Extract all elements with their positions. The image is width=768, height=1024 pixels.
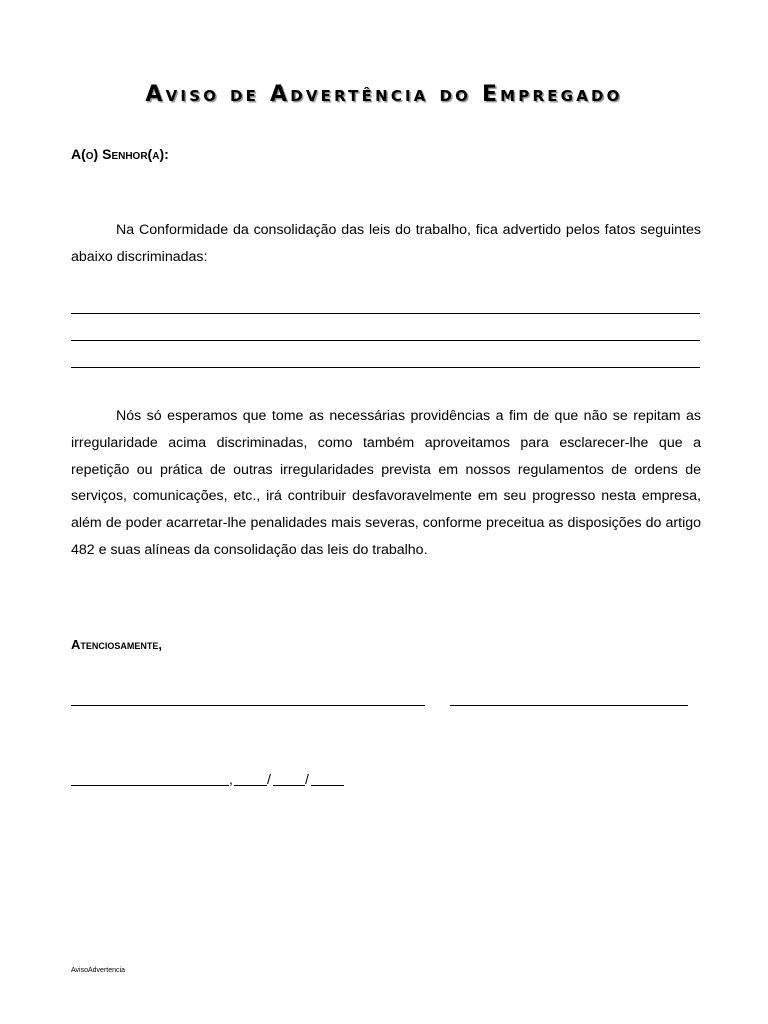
- footer-filename: AvisoAdvertencia: [71, 967, 125, 974]
- salutation: A(o) Senhor(a):: [71, 146, 169, 162]
- employer-signature-line[interactable]: [71, 705, 425, 706]
- place-fill-line[interactable]: [71, 785, 229, 786]
- intro-paragraph: Na Conformidade da consolidação das leis do trabalho, fica advertido pelos fatos seguintes abaixo discriminadas:: [71, 222, 701, 265]
- day-fill-line[interactable]: [234, 785, 267, 786]
- blank-fill-line-2[interactable]: [71, 340, 700, 341]
- date-slash-2: /: [305, 771, 309, 787]
- date-slash-1: /: [267, 771, 271, 787]
- employee-signature-line[interactable]: [450, 705, 688, 706]
- date-comma: ,: [229, 771, 233, 787]
- warning-paragraph: Nós só esperamos que tome as necessárias providências a fim de que não se repitam as irregularidade acima discriminadas, como também aproveitamos para esclarecer-lhe que a repetição ou prática de outras irregularidades prevista em nossos regulamentos de ordens de serviços, comunicações, etc., irá contribuir desfavoravelmente em seu progresso nesta empresa, além de poder acarretar-lhe penalidades mais severas, conforme preceitua as disposições do artigo 482 e suas alíneas da consolidação das leis do trabalho.: [71, 408, 701, 558]
- blank-fill-line-3[interactable]: [71, 367, 700, 368]
- blank-fill-line-1[interactable]: [71, 313, 700, 314]
- month-fill-line[interactable]: [273, 785, 305, 786]
- document-title: Aviso de Advertência do Empregado: [145, 82, 623, 107]
- year-fill-line[interactable]: [311, 785, 344, 786]
- closing-text: Atenciosamente,: [71, 637, 163, 652]
